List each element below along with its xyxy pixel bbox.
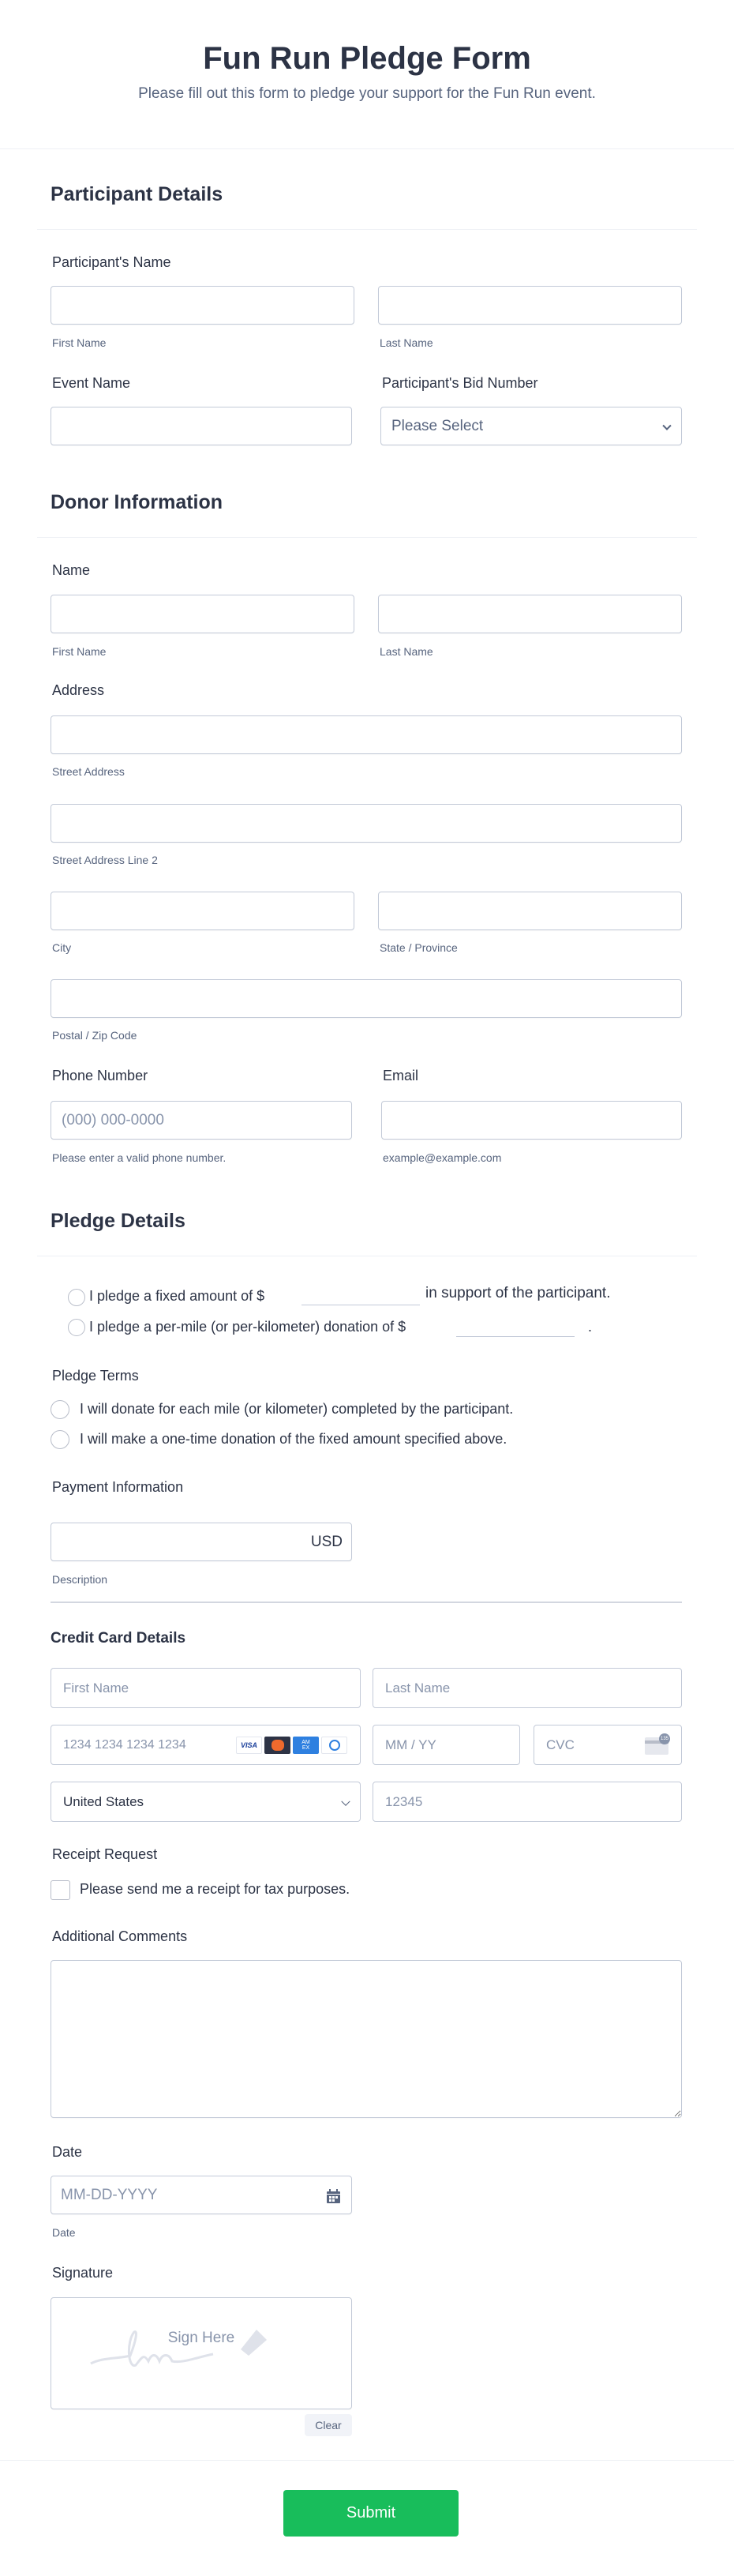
city-input[interactable] [51, 892, 354, 930]
signature-pad[interactable] [51, 2297, 352, 2409]
street-address-line2-sublabel: Street Address Line 2 [52, 854, 158, 866]
participant-last-name-input[interactable] [378, 286, 682, 325]
card-number-input[interactable] [51, 1725, 361, 1765]
phone-help: Please enter a valid phone number. [52, 1151, 227, 1164]
donor-last-name-input[interactable] [378, 595, 682, 633]
submit-button[interactable]: Submit [283, 2490, 459, 2537]
street-address-sublabel: Street Address [52, 765, 125, 778]
pledge-fixed-radio[interactable] [68, 1289, 85, 1306]
cc-first-name-input[interactable] [51, 1668, 361, 1708]
card-number-placeholder: 1234 1234 1234 1234 [63, 1737, 186, 1752]
card-brand-icons [236, 1737, 347, 1754]
cvc-card-icon [645, 1737, 668, 1755]
credit-card-title: Credit Card Details [51, 1630, 186, 1647]
chevron-down-icon [341, 1797, 350, 1805]
payment-divider [51, 1602, 682, 1603]
comments-textarea[interactable] [51, 1960, 682, 2118]
postal-code-sublabel: Postal / Zip Code [52, 1029, 137, 1042]
diners-icon [321, 1737, 347, 1754]
date-input[interactable] [51, 2176, 352, 2214]
postal-code-input[interactable] [51, 979, 682, 1018]
donor-name-label: Name [52, 562, 91, 578]
date-sublabel: Date [52, 2226, 76, 2239]
form-subtitle: Please fill out this form to pledge your support for the Fun Run event. [138, 85, 596, 102]
cvc-badge: 135 [659, 1733, 670, 1744]
phone-input[interactable] [51, 1101, 352, 1140]
country-select[interactable] [51, 1782, 361, 1822]
state-sublabel: State / Province [380, 941, 458, 954]
date-placeholder: MM-DD-YYYY [61, 2186, 158, 2203]
email-input[interactable] [381, 1101, 682, 1140]
receipt-label: Receipt Request [52, 1846, 158, 1862]
signature-label: Signature [52, 2265, 114, 2281]
city-sublabel: City [52, 941, 72, 954]
currency-label: USD [310, 1533, 343, 1550]
header-divider [0, 148, 734, 149]
receipt-checkbox-text: Please send me a receipt for tax purposes. [80, 1881, 350, 1897]
payment-amount-input[interactable] [51, 1523, 352, 1561]
terms-per-mile-radio[interactable] [51, 1400, 69, 1419]
terms-per-mile-text: I will donate for each mile (or kilometer) completed by the participant. [80, 1401, 514, 1417]
terms-one-time-radio[interactable] [51, 1430, 69, 1449]
pledge-per-mile-radio[interactable] [68, 1319, 85, 1336]
clear-signature-button[interactable]: Clear [305, 2414, 352, 2436]
participant-first-name-sublabel: First Name [52, 336, 107, 349]
phone-label: Phone Number [52, 1068, 148, 1083]
section-divider [37, 537, 697, 538]
payment-label: Payment Information [52, 1479, 184, 1495]
expiry-placeholder: MM / YY [385, 1737, 436, 1752]
participant-first-name-input[interactable] [51, 286, 354, 325]
phone-placeholder: (000) 000-0000 [62, 1111, 164, 1128]
sign-here-hint: Sign Here [167, 2330, 235, 2346]
calendar-icon[interactable] [326, 2189, 341, 2203]
terms-one-time-text: I will make a one-time donation of the fixed amount specified above. [80, 1431, 507, 1447]
donor-first-name-sublabel: First Name [52, 645, 107, 658]
zip-input[interactable] [373, 1782, 682, 1822]
street-address-input[interactable] [51, 715, 682, 754]
donor-first-name-input[interactable] [51, 595, 354, 633]
country-selected: United States [63, 1793, 144, 1809]
form-title: Fun Run Pledge Form [203, 41, 531, 76]
cvc-input[interactable] [534, 1725, 682, 1765]
expiry-input[interactable] [373, 1725, 520, 1765]
pledge-terms-label: Pledge Terms [52, 1368, 139, 1384]
section-title-donor: Donor Information [51, 491, 223, 513]
participant-name-label: Participant's Name [52, 254, 171, 270]
bid-number-select[interactable] [380, 407, 682, 445]
email-label: Email [383, 1068, 419, 1083]
cc-first-name-placeholder: First Name [63, 1680, 129, 1695]
footer-divider [0, 2460, 734, 2461]
date-label: Date [52, 2144, 83, 2160]
mastercard-icon [264, 1737, 290, 1754]
street-address-line2-input[interactable] [51, 804, 682, 843]
section-title-pledge: Pledge Details [51, 1210, 185, 1232]
email-help: example@example.com [383, 1151, 502, 1164]
payment-description-sublabel: Description [52, 1573, 108, 1586]
pledge-fixed-post-text: in support of the participant. [425, 1285, 611, 1301]
address-label: Address [52, 682, 105, 698]
amex-icon: AM EX [293, 1737, 319, 1754]
section-title-participant: Participant Details [51, 183, 223, 205]
zip-placeholder: 12345 [385, 1793, 423, 1809]
participant-last-name-sublabel: Last Name [380, 336, 433, 349]
pledge-per-mile-amount-input[interactable] [456, 1336, 575, 1337]
section-divider [37, 229, 697, 230]
state-input[interactable] [378, 892, 682, 930]
bid-number-selected: Please Select [391, 417, 484, 434]
event-name-label: Event Name [52, 375, 131, 391]
signature-placeholder-icon [87, 2326, 308, 2373]
donor-last-name-sublabel: Last Name [380, 645, 433, 658]
comments-label: Additional Comments [52, 1928, 188, 1944]
pledge-per-mile-text: I pledge a per-mile (or per-kilometer) donation of $ [89, 1319, 406, 1335]
event-name-input[interactable] [51, 407, 352, 445]
visa-icon: VISA [236, 1737, 262, 1754]
cc-last-name-input[interactable] [373, 1668, 682, 1708]
receipt-checkbox[interactable] [51, 1880, 70, 1900]
bid-number-label: Participant's Bid Number [382, 375, 538, 391]
cc-last-name-placeholder: Last Name [385, 1680, 451, 1695]
chevron-down-icon [662, 421, 671, 430]
pledge-fixed-text: I pledge a fixed amount of $ [89, 1288, 265, 1304]
cvc-placeholder: CVC [546, 1737, 575, 1752]
pledge-per-mile-post-text: . [588, 1319, 593, 1335]
